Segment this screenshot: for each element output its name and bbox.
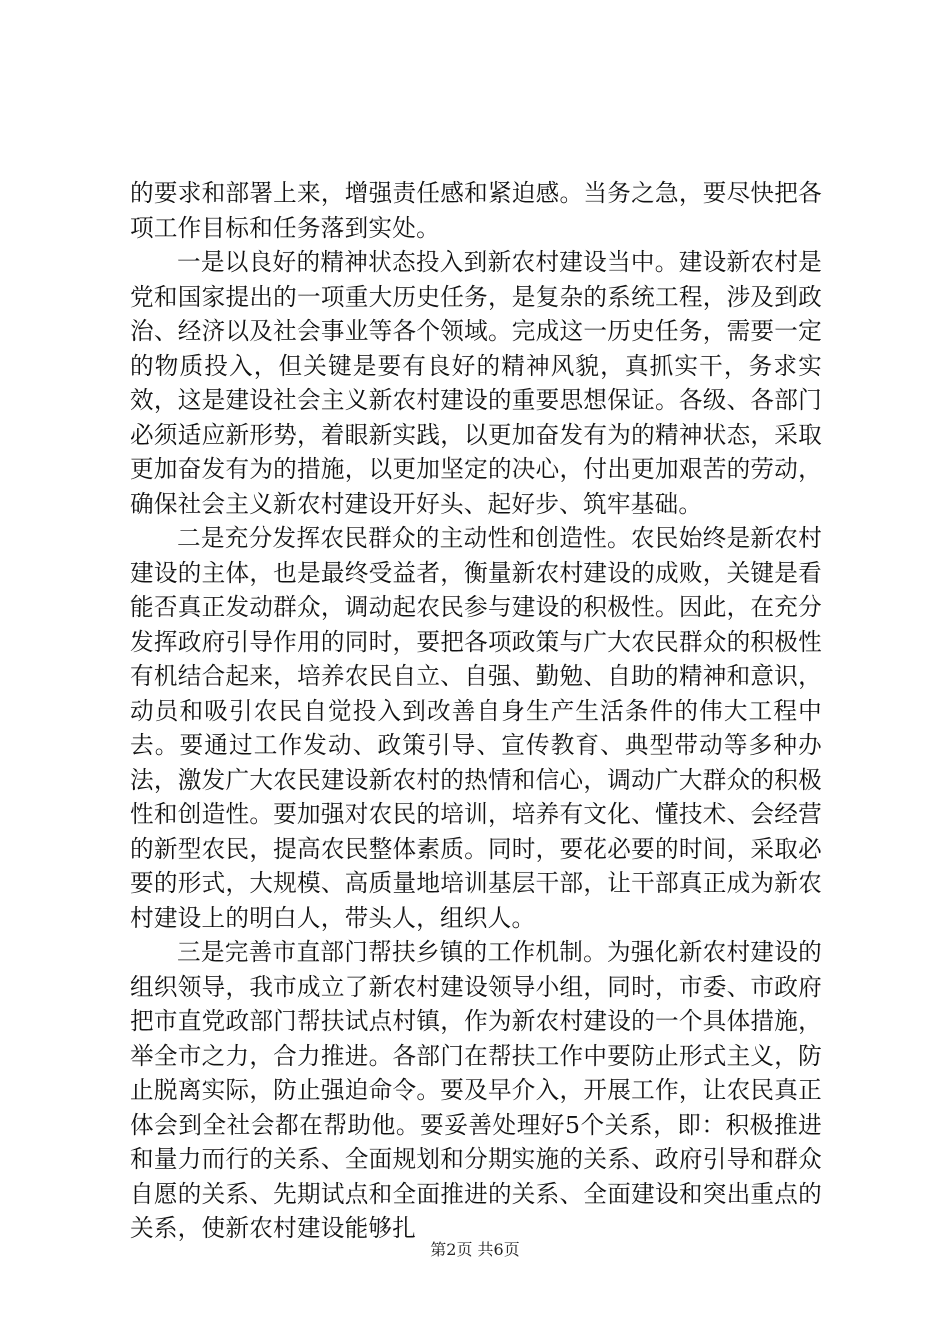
paragraph-point-one: 一是以良好的精神状态投入到新农村建设当中。建设新农村是党和国家提出的一项重大历史任务，是复杂的系统工程，涉及到政治、经济以及社会事业等各个领域。完成这一历史任务，需要一定的物质投入，但关键是要有良好的精神风貌，真抓实干，务求实效，这是建设社会主义新农村建设的重要思想保证。各级、各部门必须适应新形势，着眼新实践，以更加奋发有为的精神状态，采取更加奋发有为的措施，以更加坚定的决心，付出更加艰苦的劳动，确保社会主义新农村建设开好头、起好步、筑牢基础。 bbox=[130, 248, 822, 518]
paragraph-continuation: 的要求和部署上来，增强责任感和紧迫感。当务之急，要尽快把各项工作目标和任务落到实处。 bbox=[130, 179, 822, 242]
page-number-footer: 第2页 共6页 bbox=[430, 1240, 520, 1259]
paragraph-point-three: 三是完善市直部门帮扶乡镇的工作机制。为强化新农村建设的组织领导，我市成立了新农村建设领导小组，同时，市委、市政府把市直党政部门帮扶试点村镇，作为新农村建设的一个具体措施，举全市之力，合力推进。各部门在帮扶工作中要防止形式主义，防止脱离实际，防止强迫命令。要及早介入，开展工作，让农民真正体会到全社会都在帮助他。要妥善处理好5个关系，即：积极推进和量力而行的关系、全面规划和分期实施的关系、政府引导和群众自愿的关系、先期试点和全面推进的关系、全面建设和突出重点的关系，使新农村建设能够扎 bbox=[130, 938, 822, 1242]
paragraph-point-two: 二是充分发挥农民群众的主动性和创造性。农民始终是新农村建设的主体，也是最终受益者，衡量新农村建设的成败，关键是看能否真正发动群众，调动起农民参与建设的积极性。因此，在充分发挥政府引导作用的同时，要把各项政策与广大农民群众的积极性有机结合起来，培养农民自立、自强、勤勉、自助的精神和意识，动员和吸引农民自觉投入到改善自身生产生活条件的伟大工程中去。要通过工作发动、政策引导、宣传教育、典型带动等多种办法，激发广大农民建设新农村的热情和信心，调动广大群众的积极性和创造性。要加强对农民的培训，培养有文化、懂技术、会经营的新型农民，提高农民整体素质。同时，要花必要的时间，采取必要的形式，大规模、高质量地培训基层干部，让干部真正成为新农村建设上的明白人，带头人，组织人。 bbox=[130, 524, 822, 932]
body-text bbox=[130, 176, 822, 1246]
